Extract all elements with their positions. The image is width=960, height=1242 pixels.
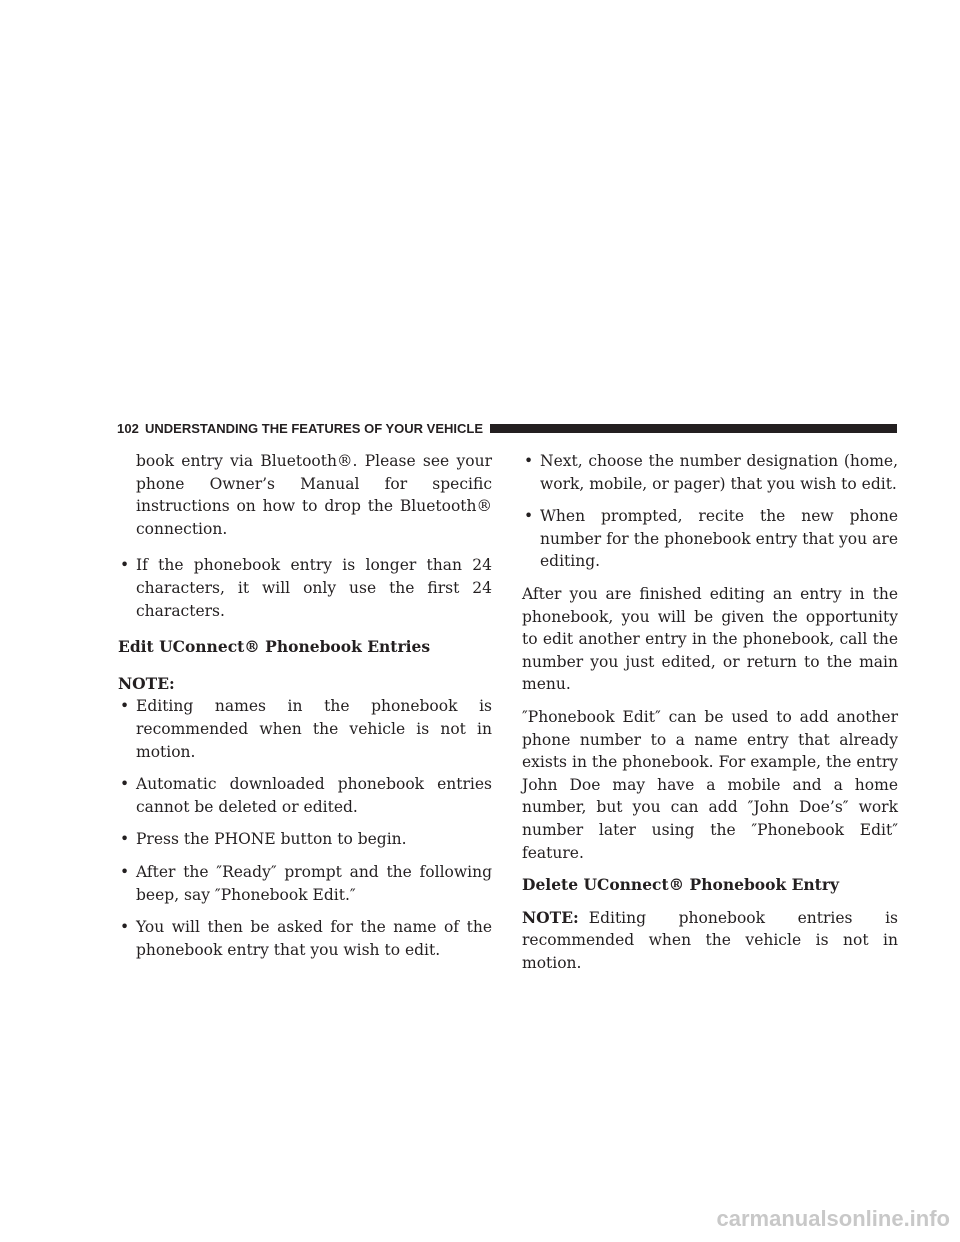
section-title: UNDERSTANDING THE FEATURES OF YOUR VEHICLE — [145, 421, 484, 436]
continuation-paragraph: book entry via Bluetooth®. Please see your phone Owner’s Manual for specific instructions on how to drop the Bluetooth® connection. — [136, 452, 492, 538]
list-item: • Press the PHONE button to begin. — [118, 828, 492, 851]
list-item: • When prompted, recite the new phone number for the phonebook entry that you are editing. — [524, 507, 898, 571]
section-heading-delete: Delete UConnect® Phonebook Entry — [522, 875, 840, 895]
page-header — [117, 420, 897, 438]
paragraph-after-editing: After you are finished editing an entry in the phonebook, you will be given the opportunity to edit another entry in the phonebook, call the number you just edited, or return to the main menu. — [522, 584, 898, 694]
bullet-icon: • — [120, 918, 130, 937]
paragraph-phonebook-edit: ″Phonebook Edit″ can be used to add another phone number to a name entry that already exists in the phonebook. For example, the entry John Doe may have a mobile and a home number, but you can add ″John Doe’s″ work number later using the ″Phonebook Edit″ feature. — [522, 707, 898, 862]
note-label: NOTE: — [118, 673, 175, 693]
list-item: • Automatic downloaded phonebook entries cannot be deleted or edited. — [120, 775, 492, 816]
bullet-icon: • — [524, 452, 534, 470]
section-heading-edit: Edit UConnect® Phonebook Entries — [118, 637, 431, 657]
watermark: carmanualsonline.info — [716, 1206, 950, 1231]
list-item: • You will then be asked for the name of the phonebook entry that you wish to edit. — [120, 918, 492, 959]
list-item: • Next, choose the number designation (home, work, mobile, or pager) that you wish to edit. — [524, 452, 898, 493]
note-label: NOTE: — [522, 907, 579, 927]
bullet-icon: • — [524, 507, 534, 526]
left-column — [118, 450, 492, 961]
right-column — [522, 450, 898, 974]
list-item: • Editing names in the phonebook is recommended when the vehicle is not in motion. — [120, 697, 492, 761]
note-paragraph — [522, 907, 898, 975]
bullet-icon: • — [120, 862, 130, 881]
bullet-icon: • — [120, 556, 130, 575]
list-item: • After the ″Ready″ prompt and the following beep, say ″Phonebook Edit.″ — [120, 862, 492, 904]
header-rule — [490, 424, 897, 433]
note-text: Editing phonebook entries is recommended when the vehicle is not in motion. — [522, 908, 898, 972]
page-number: 102 — [117, 421, 139, 436]
list-item: • If the phonebook entry is longer than 24 characters, it will only use the first 24 characters. — [120, 556, 492, 620]
bullet-icon: • — [120, 775, 130, 794]
bullet-icon: • — [120, 697, 130, 716]
bullet-icon: • — [120, 830, 130, 849]
